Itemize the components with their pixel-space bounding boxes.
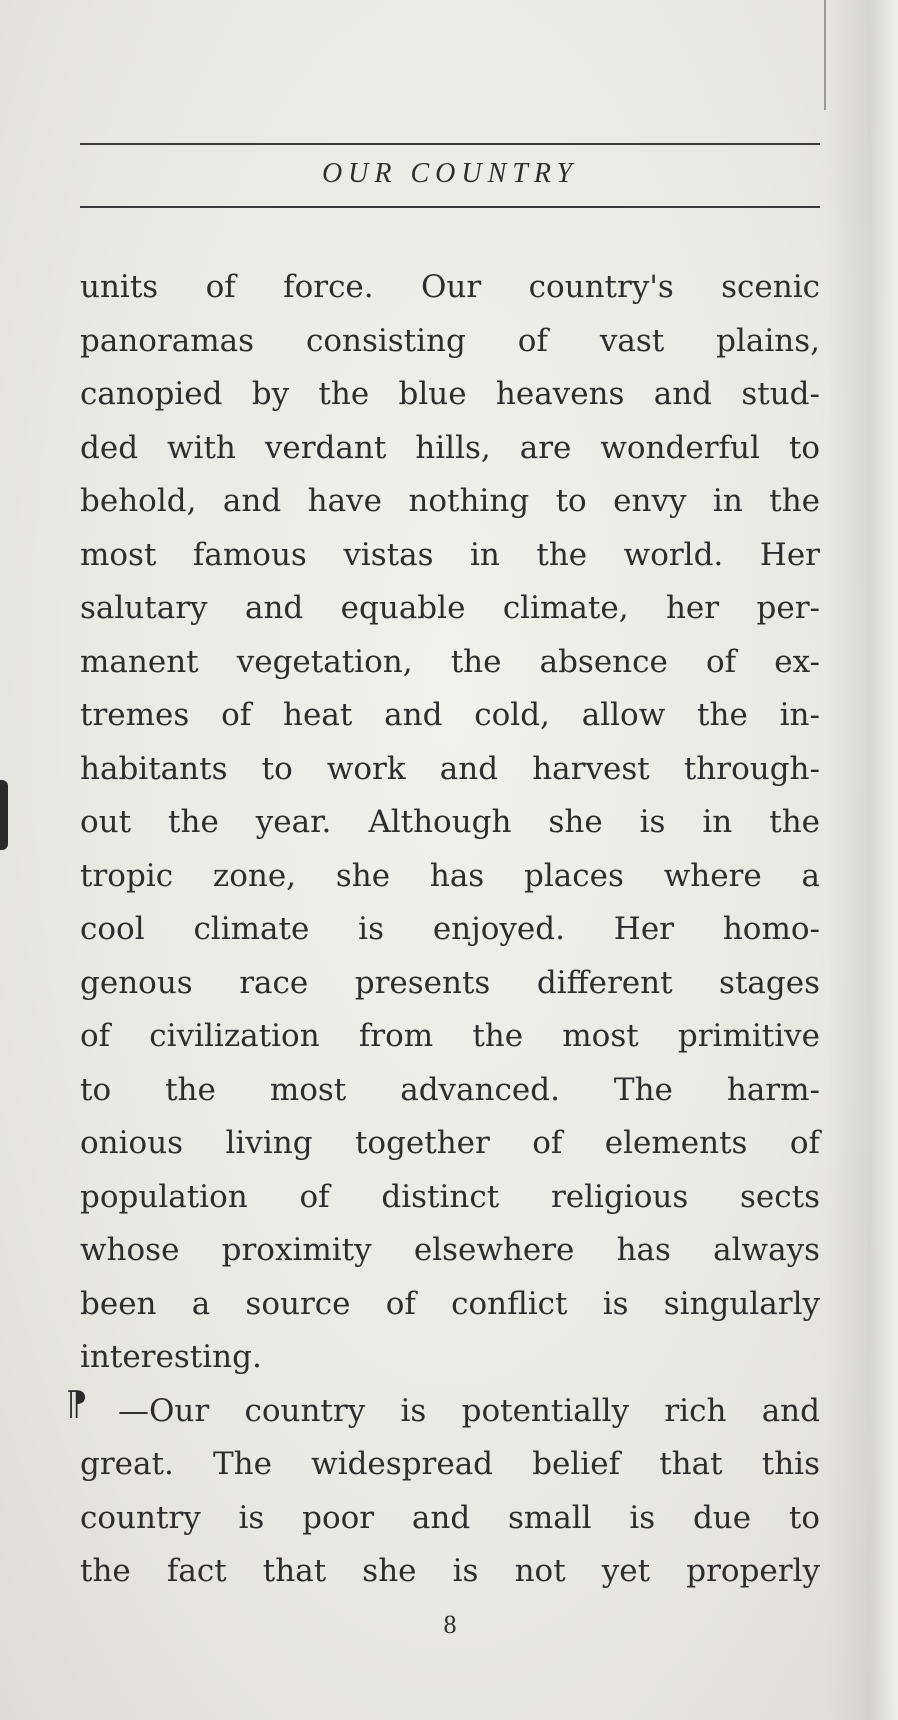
text-line: great. The widespread belief that this xyxy=(80,1446,820,1482)
header-rule-bottom xyxy=(80,206,820,208)
page-number: 8 xyxy=(443,1610,457,1639)
text-line: been a source of conflict is singularly xyxy=(80,1285,820,1322)
text-line: population of distinct religious sects xyxy=(80,1178,820,1215)
text-line: the fact that she is not yet properly xyxy=(80,1553,820,1589)
text-line: manent vegetation, the absence of ex- xyxy=(80,643,820,680)
header-rule-top xyxy=(80,143,820,145)
margin-ink-blot xyxy=(0,780,8,850)
text-line: genous race presents different stages xyxy=(80,964,820,1001)
text-line: cool climate is enjoyed. Her homo- xyxy=(80,911,820,947)
text-line: —Our country is potentially rich and xyxy=(118,1392,820,1429)
body-text xyxy=(80,261,820,1599)
text-line: ded with verdant hills, are wonderful to xyxy=(80,429,820,466)
text-line: tropic zone, she has places where a xyxy=(80,857,820,894)
text-line: interesting. xyxy=(80,1339,262,1375)
text-line: behold, and have nothing to envy in the xyxy=(80,483,820,519)
text-line: country is poor and small is due to xyxy=(80,1499,820,1536)
paragraph-mark: ⁋ xyxy=(66,1384,88,1424)
text-line: to the most advanced. The harm- xyxy=(80,1071,820,1108)
text-line: onious living together of elements of xyxy=(80,1125,820,1161)
page-edge-shadow xyxy=(828,0,898,1720)
text-line: tremes of heat and cold, allow the in- xyxy=(80,697,820,733)
text-line: out the year. Although she is in the xyxy=(80,804,820,840)
text-line: most famous vistas in the world. Her xyxy=(80,536,820,573)
page-edge-line xyxy=(824,0,826,110)
text-line: canopied by the blue heavens and stud- xyxy=(80,376,820,412)
running-head: OUR COUNTRY xyxy=(321,158,579,189)
text-line: salutary and equable climate, her per- xyxy=(80,590,820,626)
text-line: of civilization from the most primitive xyxy=(80,1018,820,1054)
text-line: whose proximity elsewhere has always xyxy=(80,1232,820,1268)
text-line: habitants to work and harvest through- xyxy=(80,750,820,787)
text-line: panoramas consisting of vast plains, xyxy=(80,322,820,359)
text-line: units of force. Our country's scenic xyxy=(80,269,820,305)
